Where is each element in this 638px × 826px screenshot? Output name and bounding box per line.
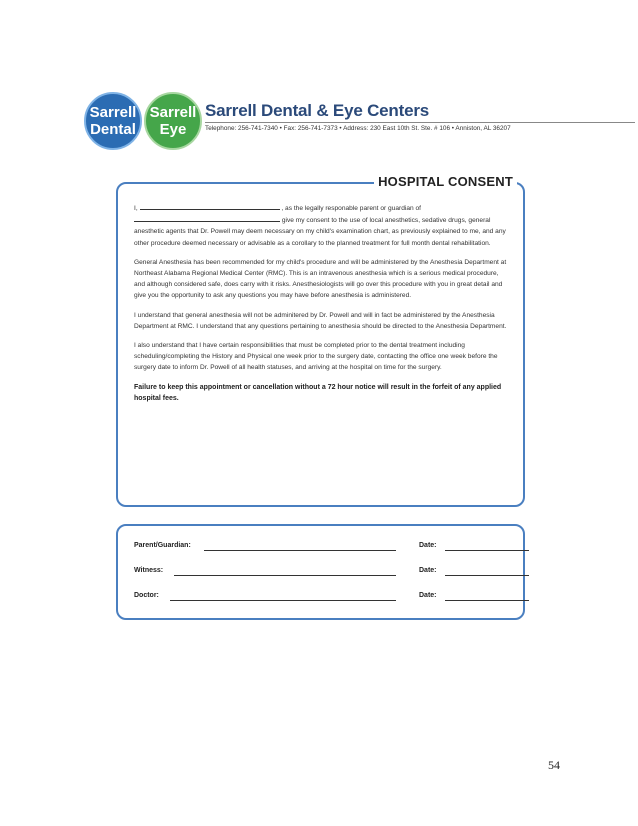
parent-guardian-label: Parent/Guardian: — [134, 542, 191, 549]
consent-text-1c: drugs, general anesthetic agents that Dr. Powell may deem necessary on my child's examination chart, as previously explained to me, and any other procedure deemed necessary or advisable as a corollary to the planned treatment for full month dental rehabilitation. — [134, 217, 506, 247]
section-title: HOSPITAL CONSENT — [374, 174, 517, 189]
consent-warning: Failure to keep this appointment or cancellation without a 72 hour notice will result in the forfeit of any applied hospital fees. — [134, 383, 502, 402]
consent-paragraph-2: General Anesthesia has been recommended for my child's procedure and will be administered by the Anesthesia Department at Northeast Alabama Regional Medical Center (RMC). This is an intravenous anesthesia which is a serious medical procedure, and although considered safe, does carry with it risks. Anesthesiologists will go over this procedure with you in great detail and give you the opportunity to ask any questions you may have before anesthesia is administered. — [134, 258, 507, 300]
logo-dental-line2: Dental — [90, 121, 136, 138]
parent-signature-row — [134, 542, 514, 554]
witness-signature-row — [134, 567, 514, 579]
logo-dental-line1: Sarrell — [89, 104, 137, 121]
date-label: Date: — [419, 592, 437, 599]
parent-date-line[interactable] — [445, 550, 529, 551]
consent-prefix: I, — [134, 205, 138, 212]
letterhead — [84, 92, 554, 154]
consent-paragraph-1 — [134, 202, 510, 249]
page-number: 54 — [548, 758, 560, 772]
date-label: Date: — [419, 567, 437, 574]
consent-paragraph-4: I also understand that I have certain responsibilities that must be completed prior to the dental treatment including scheduling/completing the History and Physical one week prior to the surgery date, contacting the office one week before the surgery date to inform Dr. Powell of all health statuses, and arriving at the hospital on time for the surgery. — [134, 342, 498, 372]
consent-text-1a: , as the legally responable parent or guardian of — [281, 205, 422, 212]
consent-text — [134, 202, 510, 412]
date-label: Date: — [419, 542, 437, 549]
doctor-label: Doctor: — [134, 592, 159, 599]
name-blank-field[interactable] — [140, 202, 280, 210]
doctor-date-line[interactable] — [445, 600, 529, 601]
sarrell-dental-logo — [84, 92, 142, 150]
witness-date-line[interactable] — [445, 575, 529, 576]
witness-signature-line[interactable] — [174, 575, 396, 576]
brand-name: Sarrell Dental & Eye Centers — [205, 101, 429, 120]
child-name-blank-field[interactable] — [134, 214, 280, 222]
consent-text-1b: give my consent to the use of local anesthetics, sedative — [281, 217, 447, 225]
consent-paragraph-3: I understand that general anesthesia will not be adminitered by Dr. Powell and will in fact be administered by the Anesthesia Department at RMC. I understand that any questions pertaining to anesthesia should be directed to the Anesthesia Department. — [134, 311, 507, 330]
parent-guardian-signature-line[interactable] — [204, 550, 396, 551]
header-divider — [205, 122, 635, 123]
contact-info: Telephone: 256-741-7340 • Fax: 256-741-7373 • Address: 230 East 10th St. Ste. # 106 • Anniston, AL 36207 — [205, 125, 511, 132]
logo-eye-line2: Eye — [159, 121, 187, 138]
doctor-signature-row — [134, 592, 514, 604]
witness-label: Witness: — [134, 567, 164, 574]
logo-eye-line1: Sarrell — [149, 104, 197, 121]
hospital-consent-section — [116, 174, 525, 507]
signature-section — [116, 524, 525, 620]
sarrell-eye-logo — [144, 92, 202, 150]
doctor-signature-line[interactable] — [170, 600, 396, 601]
